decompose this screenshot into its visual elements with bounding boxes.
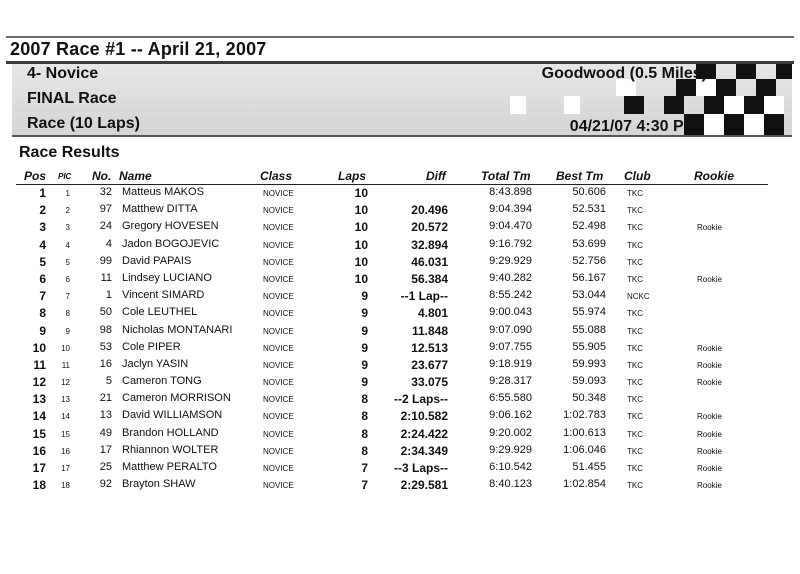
result-driver-name: Cole PIPER xyxy=(122,340,181,353)
result-diff: 20.496 xyxy=(411,203,448,218)
result-rookie: Rookie xyxy=(697,481,722,491)
result-diff: 46.031 xyxy=(411,254,448,269)
result-total-time: 8:55.242 xyxy=(489,289,532,302)
result-total-time: 9:00.043 xyxy=(489,306,532,319)
result-class: NOVICE xyxy=(263,378,294,388)
result-diff: 11.848 xyxy=(411,323,448,338)
result-kart-number: 99 xyxy=(99,254,112,267)
result-laps: 9 xyxy=(361,340,368,355)
result-pic: 7 xyxy=(65,292,70,302)
table-row xyxy=(0,323,800,340)
result-best-time: 55.974 xyxy=(572,306,606,319)
race-datetime: 04/21/07 4:30 PM xyxy=(569,118,697,135)
result-driver-name: David PAPAIS xyxy=(122,254,192,267)
result-total-time: 9:06.162 xyxy=(489,409,532,422)
result-pos: 15 xyxy=(32,426,46,441)
result-total-time: 9:16.792 xyxy=(489,237,532,250)
table-row xyxy=(0,271,800,288)
result-best-time: 59.993 xyxy=(572,357,606,370)
result-class: NOVICE xyxy=(263,206,294,216)
result-pos: 5 xyxy=(39,254,46,269)
result-total-time: 9:20.002 xyxy=(489,426,532,439)
result-class: NOVICE xyxy=(263,343,294,353)
result-pos: 18 xyxy=(32,478,46,493)
result-club: TKC xyxy=(627,189,643,198)
table-row xyxy=(0,288,800,305)
col-header-total: Total Tm xyxy=(481,169,531,183)
result-pic: 3 xyxy=(65,223,70,233)
result-rookie: Rookie xyxy=(697,343,722,353)
result-pic: 2 xyxy=(65,206,70,216)
result-class: NOVICE xyxy=(263,446,294,456)
table-row xyxy=(0,254,800,271)
race-banner xyxy=(12,64,792,136)
result-pic: 18 xyxy=(61,481,70,491)
result-kart-number: 25 xyxy=(99,461,112,473)
col-header-pic: PIC xyxy=(58,172,72,181)
result-pos: 6 xyxy=(39,271,46,286)
result-diff: --1 Lap-- xyxy=(400,289,448,304)
result-diff: 56.384 xyxy=(411,271,448,286)
result-pic: 17 xyxy=(61,464,70,473)
table-row xyxy=(0,202,800,219)
result-laps: 9 xyxy=(361,289,368,304)
result-pos: 13 xyxy=(32,392,46,407)
result-pic: 14 xyxy=(61,412,70,422)
result-club: TKC xyxy=(627,257,643,267)
result-pic: 12 xyxy=(61,378,70,388)
result-driver-name: Brandon HOLLAND xyxy=(122,426,219,439)
table-row xyxy=(0,357,800,374)
class-label: 4- Novice xyxy=(27,65,99,82)
result-pos: 2 xyxy=(39,203,46,218)
result-club: NCKC xyxy=(627,292,650,302)
result-total-time: 9:29.929 xyxy=(489,443,532,456)
result-total-time: 6:55.580 xyxy=(489,392,532,405)
race-laps-label: Race (10 Laps) xyxy=(27,115,140,132)
result-pic: 1 xyxy=(65,189,70,198)
table-row xyxy=(0,477,800,494)
result-rookie: Rookie xyxy=(697,429,722,439)
result-driver-name: Gregory HOVESEN xyxy=(122,220,219,233)
result-rookie: Rookie xyxy=(697,464,722,473)
result-club: TKC xyxy=(627,343,643,353)
track-label: Goodwood (0.5 Miles) xyxy=(541,65,707,82)
result-club: TKC xyxy=(627,395,643,405)
result-driver-name: Jadon BOGOJEVIC xyxy=(122,237,220,250)
result-class: NOVICE xyxy=(263,223,294,233)
col-header-no: No. xyxy=(92,169,112,183)
result-driver-name: Vincent SIMARD xyxy=(122,289,205,302)
result-best-time: 56.167 xyxy=(572,271,606,284)
result-pos: 11 xyxy=(33,357,46,372)
result-total-time: 9:04.470 xyxy=(489,220,532,233)
result-pos: 4 xyxy=(39,237,46,252)
result-rookie: Rookie xyxy=(697,274,722,284)
table-row xyxy=(0,460,800,477)
table-row xyxy=(0,305,800,322)
result-laps: 9 xyxy=(361,306,368,321)
result-best-time: 1:00.613 xyxy=(563,426,606,439)
result-driver-name: Matthew DITTA xyxy=(122,203,198,216)
result-pic: 15 xyxy=(61,429,70,439)
result-best-time: 51.455 xyxy=(572,461,606,473)
result-pos: 14 xyxy=(32,409,46,424)
result-kart-number: 16 xyxy=(99,357,112,370)
result-best-time: 55.905 xyxy=(572,340,606,353)
result-rookie: Rookie xyxy=(697,223,722,233)
col-header-class: Class xyxy=(260,169,293,183)
result-kart-number: 24 xyxy=(99,220,112,233)
result-laps: 7 xyxy=(361,478,368,493)
result-diff: 4.801 xyxy=(417,306,448,321)
result-class: NOVICE xyxy=(263,360,294,370)
result-driver-name: Cole LEUTHEL xyxy=(122,306,198,319)
table-row xyxy=(0,391,800,408)
result-total-time: 9:04.394 xyxy=(489,203,532,216)
result-rookie: Rookie xyxy=(697,446,722,456)
results-table xyxy=(0,185,800,494)
result-class: NOVICE xyxy=(263,429,294,439)
result-pos: 10 xyxy=(32,340,46,355)
result-pos: 9 xyxy=(39,323,46,338)
result-club: TKC xyxy=(627,412,643,422)
result-diff: 33.075 xyxy=(411,375,448,390)
result-diff: 20.572 xyxy=(411,220,448,235)
top-border xyxy=(6,36,794,38)
table-row xyxy=(0,237,800,254)
result-best-time: 1:02.783 xyxy=(563,409,606,422)
race-title: 2007 Race #1 -- April 21, 2007 xyxy=(10,39,267,59)
result-kart-number: 4 xyxy=(105,237,112,250)
result-laps: 10 xyxy=(354,220,368,235)
result-laps: 10 xyxy=(354,186,368,200)
result-driver-name: Nicholas MONTANARI xyxy=(122,323,233,336)
result-driver-name: Jaclyn YASIN xyxy=(122,357,189,370)
col-header-diff: Diff xyxy=(426,169,446,183)
result-best-time: 53.699 xyxy=(572,237,606,250)
result-class: NOVICE xyxy=(263,326,294,336)
result-kart-number: 49 xyxy=(99,426,112,439)
result-best-time: 52.498 xyxy=(572,220,606,233)
result-club: TKC xyxy=(627,309,643,319)
table-row xyxy=(0,185,800,202)
result-total-time: 9:07.755 xyxy=(489,340,532,353)
result-best-time: 50.348 xyxy=(572,392,606,405)
result-laps: 8 xyxy=(361,409,368,424)
result-class: NOVICE xyxy=(263,412,294,422)
result-pic: 13 xyxy=(61,395,70,405)
result-best-time: 1:06.046 xyxy=(563,443,606,456)
result-diff: 2:29.581 xyxy=(400,478,448,493)
result-club: TKC xyxy=(627,429,643,439)
col-header-laps: Laps xyxy=(338,169,367,183)
result-kart-number: 11 xyxy=(100,271,112,284)
result-total-time: 9:40.282 xyxy=(489,271,532,284)
result-kart-number: 17 xyxy=(99,443,112,456)
result-driver-name: Cameron MORRISON xyxy=(122,392,231,405)
section-title: Race Results xyxy=(19,144,120,161)
result-total-time: 8:40.123 xyxy=(489,478,532,491)
result-laps: 10 xyxy=(354,271,368,286)
result-diff: 23.677 xyxy=(411,357,448,372)
result-driver-name: David WILLIAMSON xyxy=(122,409,223,422)
result-kart-number: 92 xyxy=(99,478,112,491)
result-best-time: 52.531 xyxy=(572,203,606,216)
result-laps: 9 xyxy=(361,323,368,338)
result-rookie: Rookie xyxy=(697,360,722,370)
result-class: NOVICE xyxy=(263,189,294,198)
result-pic: 5 xyxy=(65,257,70,267)
result-laps: 10 xyxy=(354,237,368,252)
result-diff: --3 Laps-- xyxy=(394,461,448,475)
result-club: TKC xyxy=(627,240,643,250)
result-pos: 3 xyxy=(39,220,46,235)
result-pic: 16 xyxy=(61,446,70,456)
result-kart-number: 5 xyxy=(105,375,112,388)
result-kart-number: 53 xyxy=(99,340,112,353)
race-type-label: FINAL Race xyxy=(27,90,117,107)
result-pic: 6 xyxy=(65,274,70,284)
result-best-time: 1:02.854 xyxy=(563,478,606,491)
result-laps: 7 xyxy=(361,461,368,475)
result-laps: 9 xyxy=(361,375,368,390)
result-pos: 12 xyxy=(32,375,46,390)
result-best-time: 52.756 xyxy=(572,254,606,267)
result-laps: 8 xyxy=(361,426,368,441)
result-club: TKC xyxy=(627,326,643,336)
result-class: NOVICE xyxy=(263,481,294,491)
result-laps: 9 xyxy=(361,357,368,372)
result-diff: --2 Laps-- xyxy=(394,392,448,407)
table-row xyxy=(0,426,800,443)
result-class: NOVICE xyxy=(263,395,294,405)
result-driver-name: Rhiannon WOLTER xyxy=(122,443,219,456)
result-laps: 8 xyxy=(361,392,368,407)
result-kart-number: 21 xyxy=(99,392,112,405)
result-total-time: 6:10.542 xyxy=(489,461,532,473)
result-diff: 2:34.349 xyxy=(400,443,448,458)
table-row xyxy=(0,340,800,357)
result-laps: 10 xyxy=(354,203,368,218)
result-driver-name: Lindsey LUCIANO xyxy=(122,271,212,284)
col-header-best: Best Tm xyxy=(556,169,604,183)
result-kart-number: 1 xyxy=(105,289,112,302)
table-row xyxy=(0,219,800,236)
result-diff: 32.894 xyxy=(411,237,448,252)
result-class: NOVICE xyxy=(263,309,294,319)
result-diff: 2:10.582 xyxy=(400,409,448,424)
result-class: NOVICE xyxy=(263,464,294,473)
result-kart-number: 13 xyxy=(99,409,112,422)
result-pic: 11 xyxy=(61,360,70,370)
result-driver-name: Brayton SHAW xyxy=(122,478,196,491)
result-club: TKC xyxy=(627,446,643,456)
col-header-pos: Pos xyxy=(24,169,47,183)
col-header-name: Name xyxy=(119,169,152,183)
result-total-time: 9:29.929 xyxy=(489,254,532,267)
result-club: TKC xyxy=(627,274,643,284)
result-kart-number: 97 xyxy=(99,203,112,216)
result-class: NOVICE xyxy=(263,240,294,250)
result-best-time: 55.088 xyxy=(572,323,606,336)
result-kart-number: 32 xyxy=(99,186,112,198)
result-total-time: 9:07.090 xyxy=(489,323,532,336)
result-kart-number: 98 xyxy=(99,323,112,336)
result-pos: 1 xyxy=(39,186,46,200)
result-class: NOVICE xyxy=(263,292,294,302)
result-club: TKC xyxy=(627,223,643,233)
result-club: TKC xyxy=(627,378,643,388)
result-best-time: 50.606 xyxy=(572,186,606,198)
result-club: TKC xyxy=(627,464,643,473)
result-club: TKC xyxy=(627,206,643,216)
result-pic: 10 xyxy=(61,343,70,353)
result-total-time: 9:18.919 xyxy=(489,357,532,370)
banner-divider xyxy=(12,135,792,137)
table-row xyxy=(0,374,800,391)
result-total-time: 9:28.317 xyxy=(489,375,532,388)
result-pic: 4 xyxy=(65,240,70,250)
result-diff: 2:24.422 xyxy=(400,426,448,441)
result-laps: 8 xyxy=(361,443,368,458)
result-pos: 8 xyxy=(39,306,46,321)
result-total-time: 8:43.898 xyxy=(489,186,532,198)
result-diff: 12.513 xyxy=(411,340,448,355)
result-rookie: Rookie xyxy=(697,412,722,422)
result-class: NOVICE xyxy=(263,274,294,284)
result-class: NOVICE xyxy=(263,257,294,267)
result-driver-name: Matteus MAKOS xyxy=(122,186,204,198)
result-kart-number: 50 xyxy=(99,306,112,319)
result-pic: 8 xyxy=(65,309,70,319)
table-row xyxy=(0,408,800,425)
result-best-time: 59.093 xyxy=(572,375,606,388)
result-pos: 7 xyxy=(39,289,46,304)
col-header-rookie: Rookie xyxy=(694,169,735,183)
result-driver-name: Cameron TONG xyxy=(122,375,202,388)
table-row xyxy=(0,443,800,460)
result-best-time: 53.044 xyxy=(572,289,606,302)
result-laps: 10 xyxy=(354,254,368,269)
result-pic: 9 xyxy=(65,326,70,336)
col-header-club: Club xyxy=(624,169,651,183)
result-club: TKC xyxy=(627,481,643,491)
result-pos: 16 xyxy=(32,443,46,458)
result-pos: 17 xyxy=(32,461,46,475)
result-club: TKC xyxy=(627,360,643,370)
result-driver-name: Matthew PERALTO xyxy=(122,461,217,473)
result-rookie: Rookie xyxy=(697,378,722,388)
